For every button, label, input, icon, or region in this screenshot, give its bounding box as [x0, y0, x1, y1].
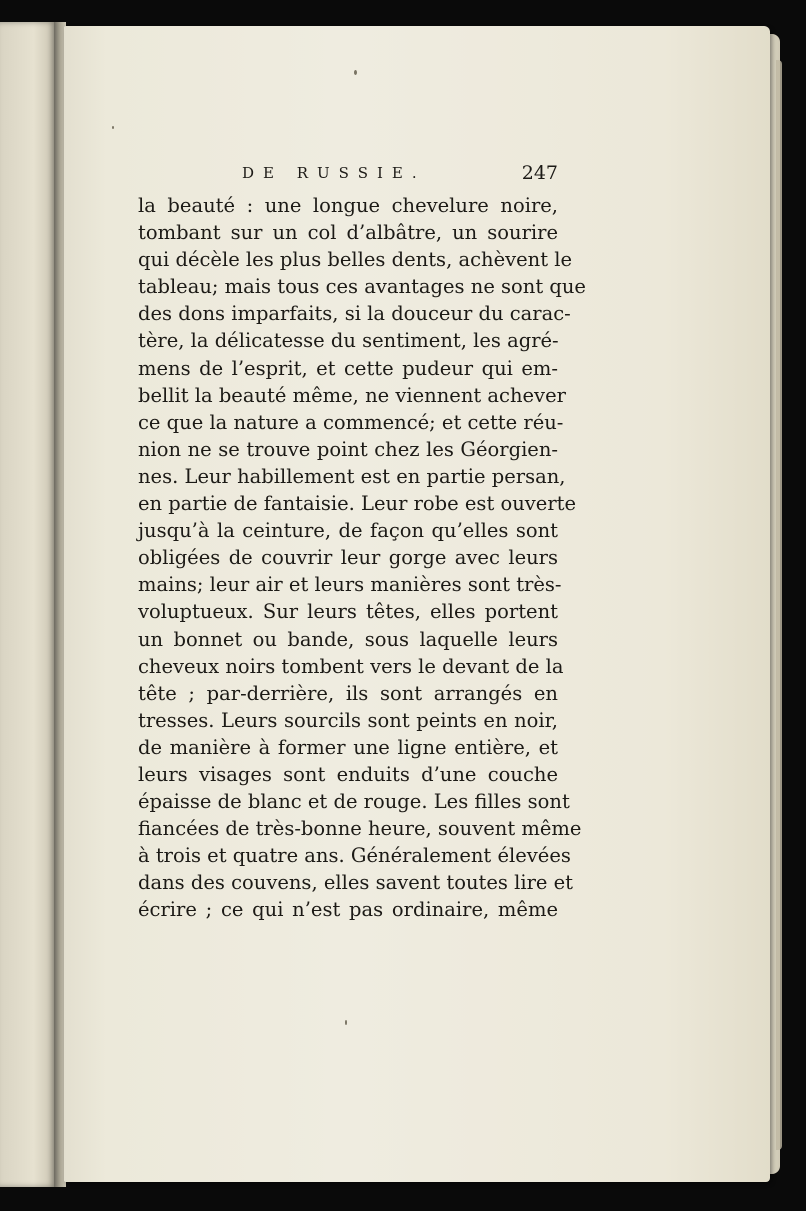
running-head-title: DE RUSSIE. — [242, 164, 426, 182]
running-head — [242, 162, 558, 192]
text-line: voluptueux. Sur leurs têtes, elles portent — [138, 600, 558, 624]
page-number: 247 — [521, 162, 558, 184]
text-line: mens de l’esprit, et cette pudeur qui em- — [138, 356, 558, 380]
text-line: nion ne se trouve point chez les Géorgien- — [138, 437, 558, 461]
text-line: des dons imparfaits, si la douceur du carac- — [138, 302, 571, 326]
text-line: tête ; par-derrière, ils sont arrangés en — [138, 681, 558, 705]
text-line: écrire ; ce qui n’est pas ordinaire, même — [138, 898, 558, 922]
text-line: de manière à former une ligne entière, et — [138, 735, 558, 759]
page-stack-edge — [776, 60, 782, 1150]
text-line: ce que la nature a commencé; et cette réu- — [138, 410, 564, 434]
paper-speck — [112, 126, 114, 129]
text-line: jusqu’à la ceinture, de façon qu’elles sont — [138, 519, 558, 543]
text-line: tableau; mais tous ces avantages ne sont que — [138, 275, 586, 299]
text-line: en partie de fantaisie. Leur robe est ouverte — [138, 492, 577, 516]
text-line: à trois et quatre ans. Généralement élevées — [138, 844, 571, 868]
text-line: dans des couvens, elles savent toutes lire et — [138, 871, 574, 895]
text-line: épaisse de blanc et de rouge. Les filles sont — [138, 790, 570, 814]
text-line: tombant sur un col d’albâtre, un sourire — [138, 221, 558, 245]
text-line: tresses. Leurs sourcils sont peints en noir, — [138, 708, 558, 732]
page-text — [138, 162, 586, 924]
text-line: la beauté : une longue chevelure noire, — [138, 194, 558, 217]
text-line: fiancées de très-bonne heure, souvent même — [138, 817, 582, 841]
body-text — [138, 192, 586, 924]
paper-speck — [345, 1020, 347, 1025]
text-line: bellit la beauté même, ne viennent achever — [138, 383, 566, 407]
text-line: obligées de couvrir leur gorge avec leurs — [138, 546, 558, 570]
text-line: tère, la délicatesse du sentiment, les agré- — [138, 329, 559, 353]
text-line: nes. Leur habillement est en partie persan, — [138, 464, 566, 488]
text-line: mains; leur air et leurs manières sont très- — [138, 573, 562, 597]
paper-speck — [354, 70, 357, 75]
previous-page-edge — [0, 22, 56, 1187]
text-line: cheveux noirs tombent vers le devant de la — [138, 654, 564, 678]
text-line: qui décèle les plus belles dents, achèvent le — [138, 248, 573, 272]
text-line: un bonnet ou bande, sous laquelle leurs — [138, 627, 558, 651]
text-line: leurs visages sont enduits d’une couche — [138, 762, 558, 786]
